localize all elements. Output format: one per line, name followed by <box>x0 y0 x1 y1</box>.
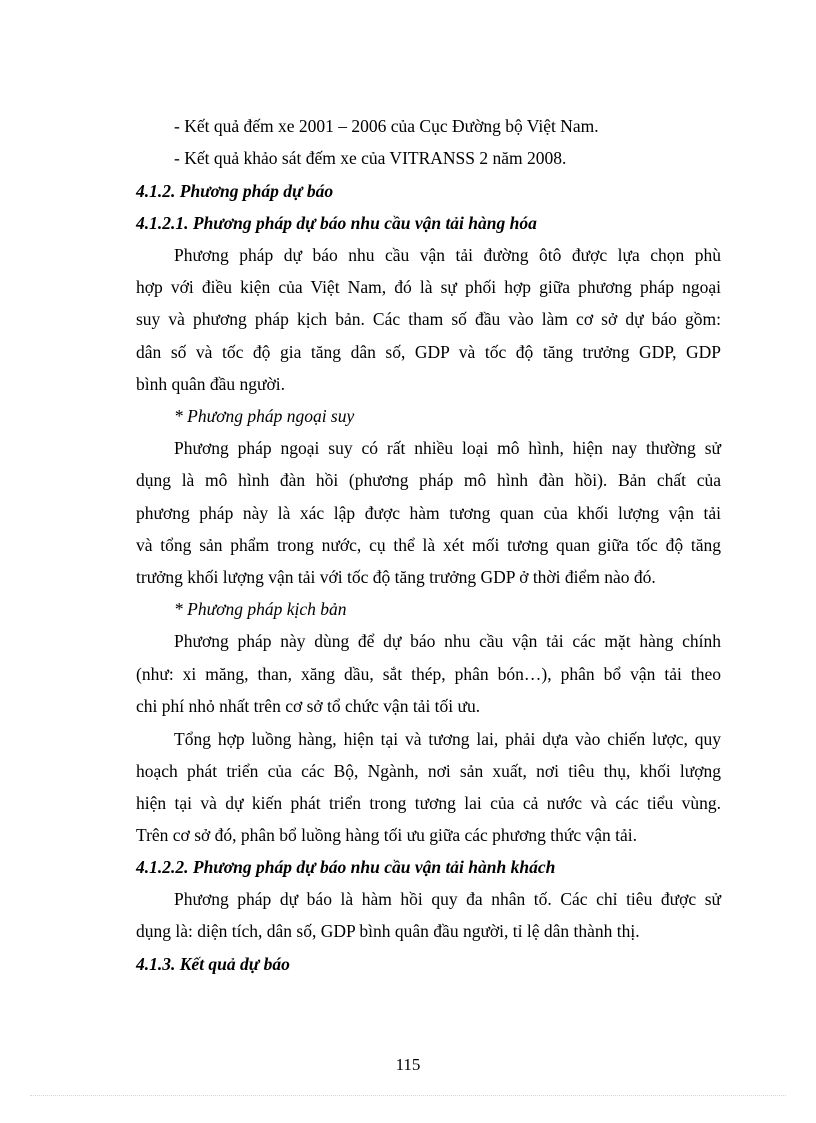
paragraph-line: Phương pháp ngoại suy có rất nhiều loại mô hình, hiện nay thường sử <box>174 438 721 458</box>
source-item-1: - Kết quả đếm xe 2001 – 2006 của Cục Đường bộ Việt Nam. <box>174 116 599 136</box>
paragraph-line: chi phí nhỏ nhất trên cơ sở tổ chức vận tải tối ưu. <box>136 696 481 716</box>
source-item-2: - Kết quả khảo sát đếm xe của VITRANSS 2 năm 2008. <box>174 148 567 168</box>
paragraph-line: suy và phương pháp kịch bản. Các tham số đầu vào làm cơ sở dự báo gồm: <box>136 309 721 329</box>
paragraph-line: dân số và tốc độ gia tăng dân số, GDP và tốc độ tăng trưởng GDP, GDP <box>136 342 721 362</box>
method-label-scenario: * Phương pháp kịch bản <box>174 599 347 619</box>
section-heading-4-1-3: 4.1.3. Kết quả dự báo <box>136 954 290 974</box>
page-number: 115 <box>395 1055 421 1074</box>
paragraph-line: hợp với điều kiện của Việt Nam, đó là sự phối hợp giữa phương pháp ngoại <box>136 277 721 297</box>
page-bottom-divider <box>30 1095 786 1096</box>
paragraph-line: Phương pháp dự báo là hàm hồi quy đa nhân tố. Các chỉ tiêu được sử <box>174 889 721 909</box>
method-label-extrapolation: * Phương pháp ngoại suy <box>174 406 355 426</box>
paragraph-line: Tổng hợp luồng hàng, hiện tại và tương lai, phải dựa vào chiến lược, quy <box>174 729 721 749</box>
paragraph-line: dụng là mô hình đàn hồi (phương pháp mô hình đàn hồi). Bản chất của <box>136 470 721 490</box>
paragraph-line: Phương pháp này dùng để dự báo nhu cầu vận tải các mặt hàng chính <box>174 631 721 651</box>
paragraph-line: dụng là: diện tích, dân số, GDP bình quân đầu người, tỉ lệ dân thành thị. <box>136 921 640 941</box>
paragraph-line: bình quân đầu người. <box>136 374 285 394</box>
paragraph-line: và tổng sản phẩm trong nước, cụ thể là xét mối tương quan giữa tốc độ tăng <box>136 535 721 555</box>
paragraph-line: trưởng khối lượng vận tải với tốc độ tăng trưởng GDP ở thời điểm nào đó. <box>136 567 656 587</box>
section-heading-4-1-2: 4.1.2. Phương pháp dự báo <box>136 181 334 201</box>
paragraph-line: Phương pháp dự báo nhu cầu vận tải đường ôtô được lựa chọn phù <box>174 245 721 265</box>
paragraph-line: hoạch phát triển của các Bộ, Ngành, nơi sản xuất, nơi tiêu thụ, khối lượng <box>136 761 721 781</box>
subsection-heading-4-1-2-2: 4.1.2.2. Phương pháp dự báo nhu cầu vận tải hành khách <box>136 857 556 877</box>
paragraph-line: phương pháp này là xác lập được hàm tương quan của khối lượng vận tải <box>136 503 721 523</box>
subsection-heading-4-1-2-1: 4.1.2.1. Phương pháp dự báo nhu cầu vận tải hàng hóa <box>136 213 537 233</box>
paragraph-line: Trên cơ sở đó, phân bổ luồng hàng tối ưu giữa các phương thức vận tải. <box>136 825 638 845</box>
paragraph-line: hiện tại và dự kiến phát triển trong tương lai của cả nước và các tiểu vùng. <box>136 793 721 813</box>
paragraph-line: (như: xi măng, than, xăng dầu, sắt thép, phân bón…), phân bổ vận tải theo <box>136 664 721 684</box>
